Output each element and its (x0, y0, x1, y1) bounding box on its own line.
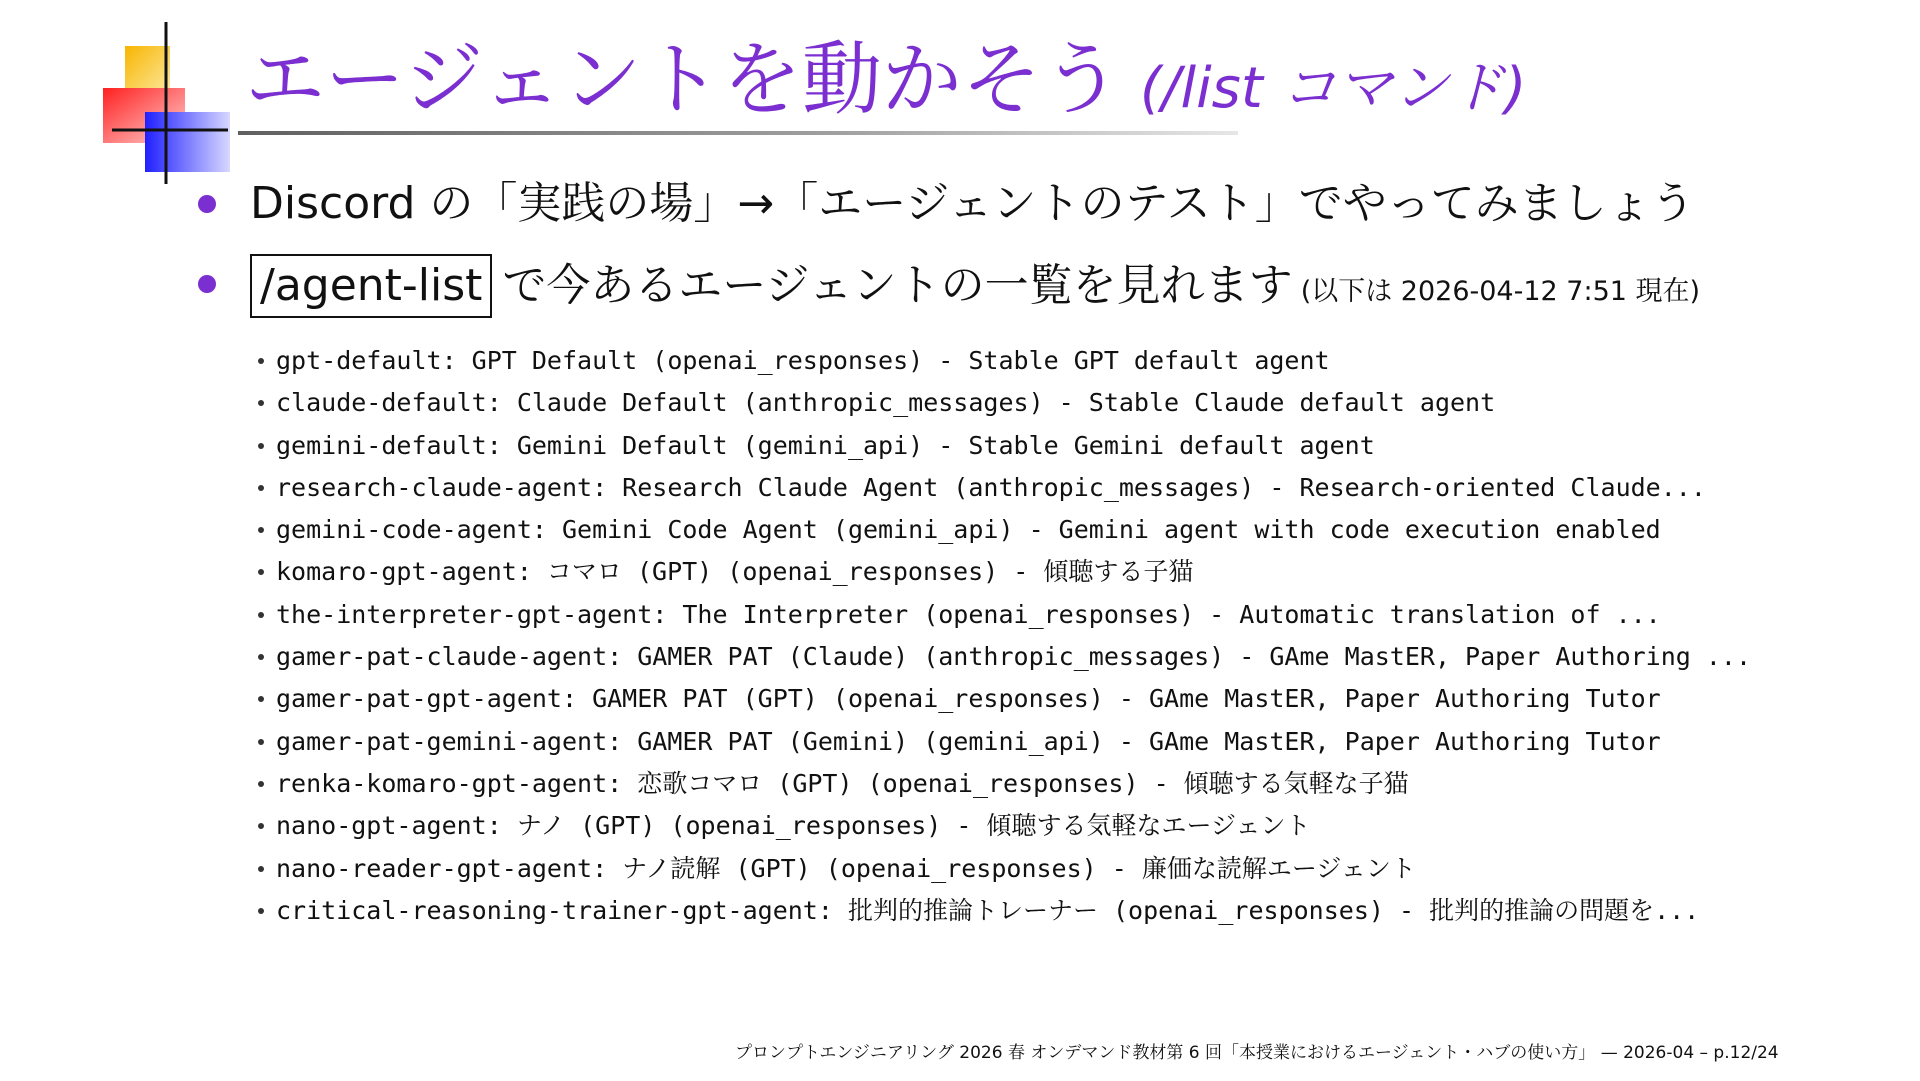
bullet-marker (198, 195, 216, 213)
agent-list-item: gamer-pat-claude-agent: GAMER PAT (Claude) (anthropic_messages) - GAme MastER, Paper Authoring ... (258, 636, 1751, 678)
slide-logo-icon (100, 22, 230, 184)
command-description: で今あるエージェントの一覧を見れます (502, 260, 1293, 311)
bullet-marker (198, 275, 216, 293)
agent-list-item: gamer-pat-gpt-agent: GAMER PAT (GPT) (openai_responses) - GAme MastER, Paper Authoring Tutor (258, 678, 1751, 720)
agent-list-item: research-claude-agent: Research Claude Agent (anthropic_messages) - Research-oriented Claude... (258, 467, 1751, 509)
command-box: /agent-list (250, 254, 492, 318)
bullet-agent-list-command (250, 254, 1700, 322)
snapshot-note: (以下は 2026-04-12 7:51 現在) (1300, 276, 1701, 307)
agent-list-item: gemini-code-agent: Gemini Code Agent (gemini_api) - Gemini agent with code execution enabled (258, 509, 1751, 551)
agent-list-item: nano-gpt-agent: ナノ (GPT) (openai_responses) - 傾聴する気軽なエージェント (258, 805, 1751, 847)
agent-list-item: renka-komaro-gpt-agent: 恋歌コマロ (GPT) (openai_responses) - 傾聴する気軽な子猫 (258, 763, 1751, 805)
agent-list (258, 340, 1751, 932)
slide-title (245, 30, 1526, 139)
slide-title-suffix: (/list コマンド) (1139, 56, 1527, 121)
bullet-discord-instructions: Discord の「実践の場」→「エージェントのテスト」でやってみましょう (250, 178, 1695, 229)
agent-list-item: gemini-default: Gemini Default (gemini_api) - Stable Gemini default agent (258, 425, 1751, 467)
slide-footer: プロンプトエンジニアリング 2026 春 オンデマンド教材第 6 回「本授業におけるエージェント・ハブの使い方」 — 2026-04 – p.12/24 (735, 1043, 1779, 1063)
agent-list-item: komaro-gpt-agent: コマロ (GPT) (openai_responses) - 傾聴する子猫 (258, 551, 1751, 593)
agent-list-item: gpt-default: GPT Default (openai_responses) - Stable GPT default agent (258, 340, 1751, 382)
agent-list-item: nano-reader-gpt-agent: ナノ読解 (GPT) (openai_responses) - 廉価な読解エージェント (258, 848, 1751, 890)
agent-list-item: claude-default: Claude Default (anthropic_messages) - Stable Claude default agent (258, 382, 1751, 424)
agent-list-item: gamer-pat-gemini-agent: GAMER PAT (Gemini) (gemini_api) - GAme MastER, Paper Authoring Tutor (258, 721, 1751, 763)
agent-list-item: critical-reasoning-trainer-gpt-agent: 批判的推論トレーナー (openai_responses) - 批判的推論の問題を... (258, 890, 1751, 932)
slide-title-main: エージェントを動かそう (245, 33, 1122, 126)
title-underline (238, 131, 1238, 135)
agent-list-item: the-interpreter-gpt-agent: The Interpreter (openai_responses) - Automatic translation of ... (258, 594, 1751, 636)
